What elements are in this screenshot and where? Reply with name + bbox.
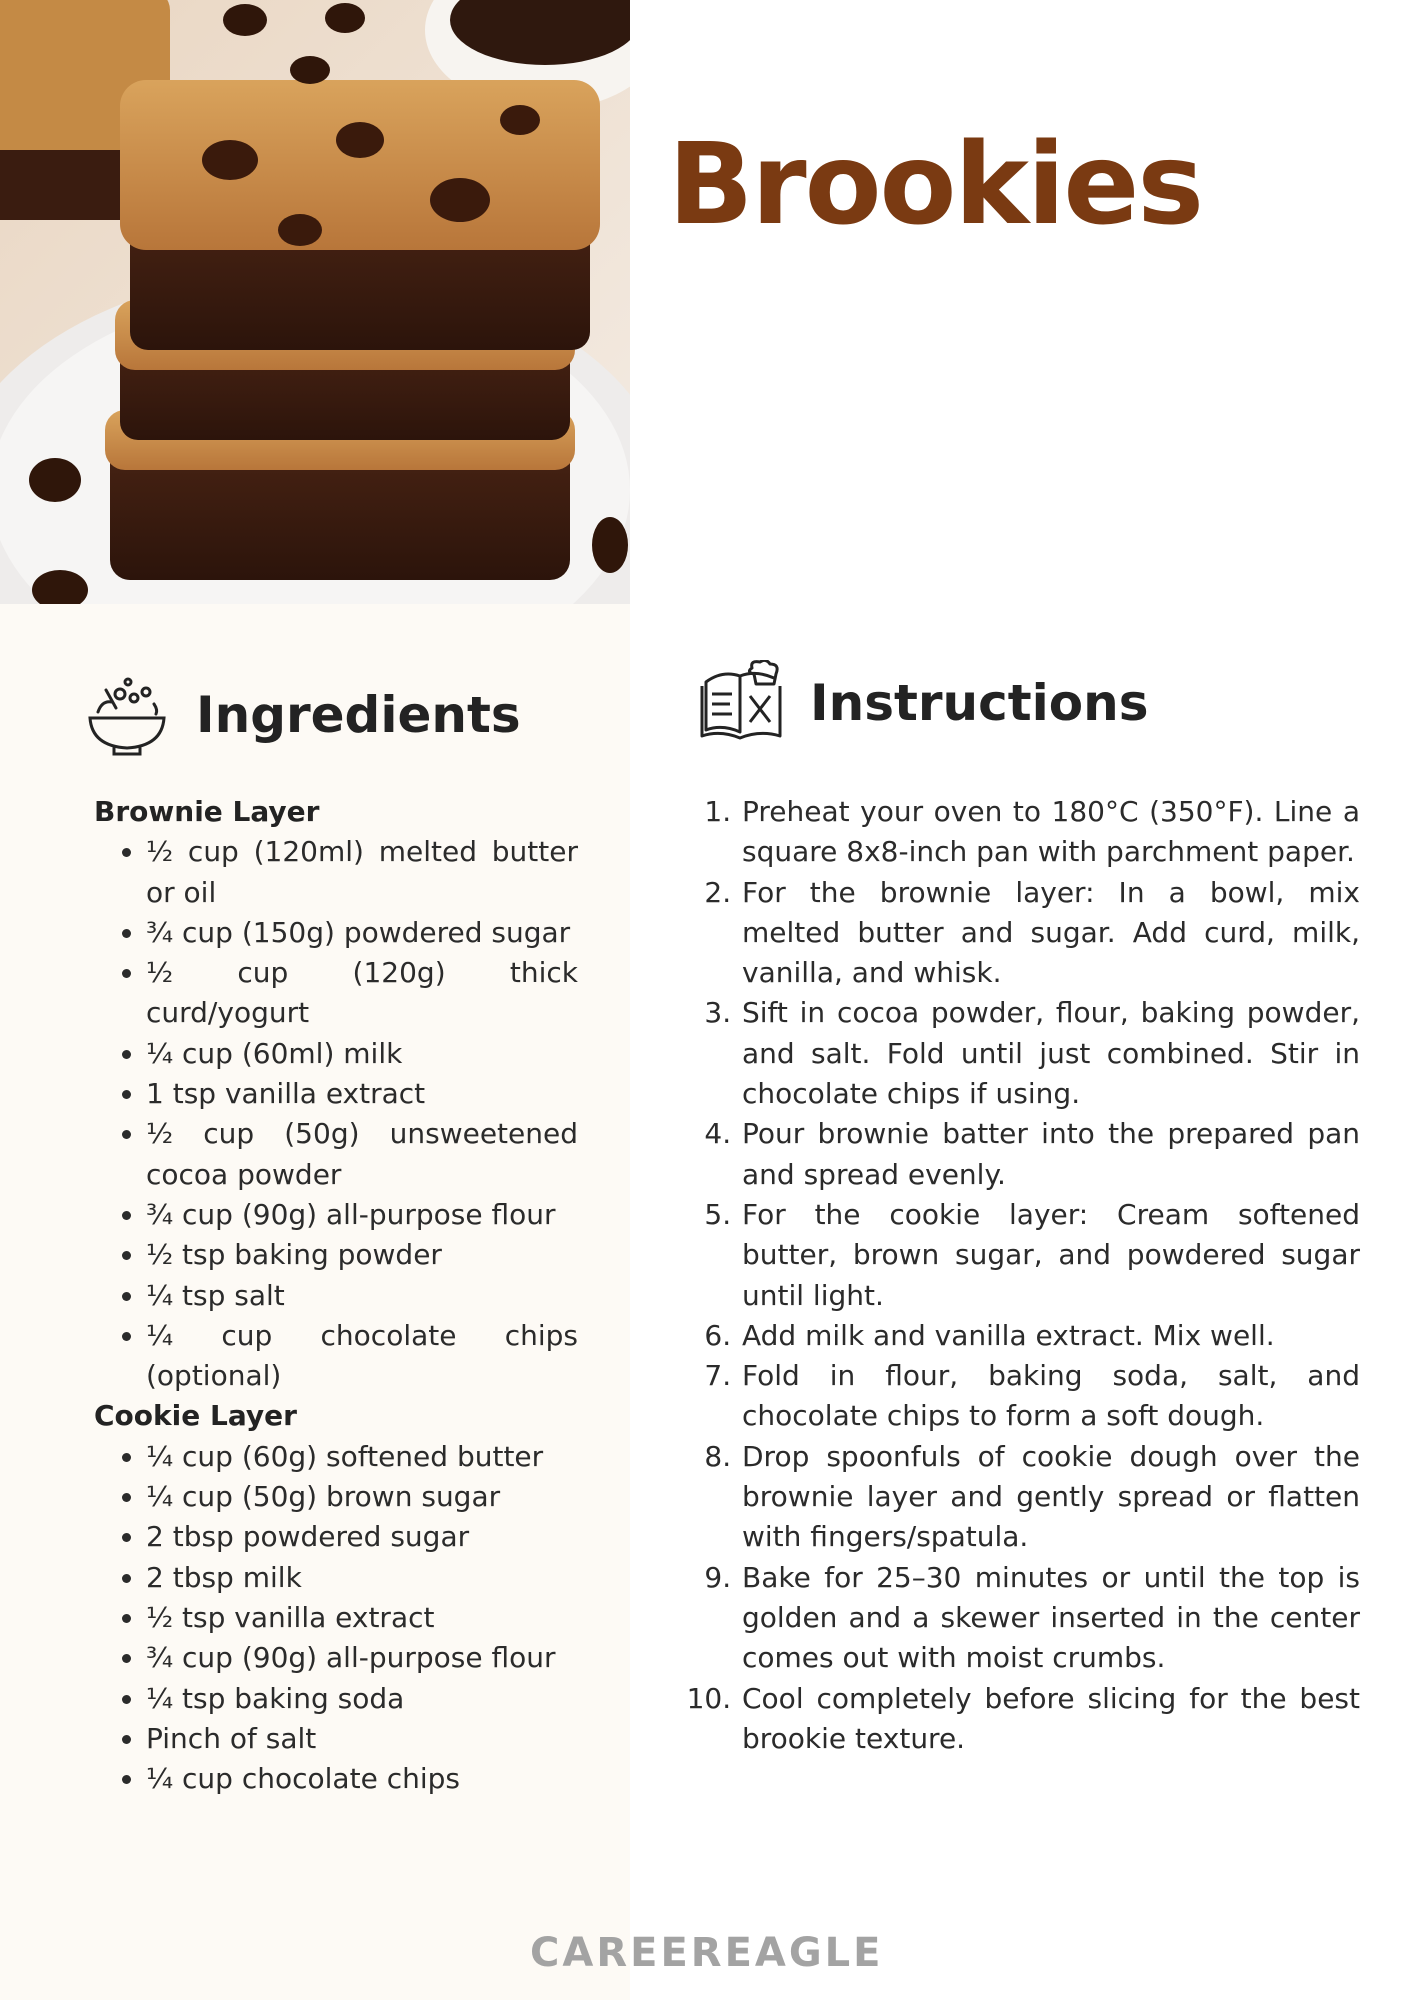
- list-item: • Pinch of salt: [146, 1719, 578, 1759]
- list-item: • ¼ tsp salt: [146, 1276, 578, 1316]
- instructions-heading: [698, 660, 1149, 746]
- list-item: • 1 tsp vanilla extract: [146, 1074, 578, 1114]
- list-item: • ¼ cup chocolate chips (optional): [146, 1316, 578, 1397]
- instruction-step: 8. Drop spoonfuls of cookie dough over the brownie layer and gently spread or flatten with fingers/spatula.: [740, 1437, 1360, 1558]
- instructions-list: [700, 792, 1360, 1759]
- instruction-step: 7. Fold in flour, baking soda, salt, and chocolate chips to form a soft dough.: [740, 1356, 1360, 1437]
- list-item: • ½ tsp baking powder: [146, 1235, 578, 1275]
- list-item: • 2 tbsp powdered sugar: [146, 1517, 578, 1557]
- list-item: • ¼ tsp baking soda: [146, 1679, 578, 1719]
- ingredients-heading: [84, 672, 521, 758]
- cookie-layer-subheading: Cookie Layer: [94, 1399, 297, 1433]
- ingredients-list: [94, 792, 578, 1799]
- list-item: • 2 tbsp milk: [146, 1558, 578, 1598]
- list-item: • ½ cup (120g) thick curd/yogurt: [146, 953, 578, 1034]
- list-item: • ¼ cup (60ml) milk: [146, 1034, 578, 1074]
- instruction-step: 6. Add milk and vanilla extract. Mix well.: [740, 1316, 1360, 1356]
- brand-logo-text: CAREEREAGLE: [530, 1930, 884, 1976]
- list-item: • ¼ cup chocolate chips: [146, 1759, 578, 1799]
- list-item: • ½ cup (50g) unsweetened cocoa powder: [146, 1114, 578, 1195]
- ingredients-heading-text: Ingredients: [196, 686, 521, 744]
- list-item: • ¼ cup (60g) softened butter: [146, 1437, 578, 1477]
- list-item: • ¾ cup (90g) all-purpose flour: [146, 1195, 578, 1235]
- instruction-step: 5. For the cookie layer: Cream softened butter, brown sugar, and powdered sugar until light.: [740, 1195, 1360, 1316]
- instruction-step: 10. Cool completely before slicing for the best brookie texture.: [740, 1679, 1360, 1760]
- cookie-ingredients: [94, 1437, 578, 1800]
- brownie-ingredients: [94, 832, 578, 1396]
- recipe-title: Brookies: [668, 120, 1202, 250]
- instruction-step: 1. Preheat your oven to 180°C (350°F). Line a square 8x8-inch pan with parchment paper.: [740, 792, 1360, 873]
- instruction-step: 2. For the brownie layer: In a bowl, mix melted butter and sugar. Add curd, milk, vanilla, and whisk.: [740, 873, 1360, 994]
- instructions-heading-text: Instructions: [810, 674, 1149, 732]
- instruction-steps: [700, 792, 1360, 1759]
- list-item: • ½ cup (120ml) melted butter or oil: [146, 832, 578, 913]
- mixing-bowl-icon: [84, 672, 170, 758]
- instruction-step: 3. Sift in cocoa powder, flour, baking powder, and salt. Fold until just combined. Stir in chocolate chips if using.: [740, 993, 1360, 1114]
- list-item: • ¼ cup (50g) brown sugar: [146, 1477, 578, 1517]
- brownie-layer-subheading: Brownie Layer: [94, 795, 320, 828]
- instruction-step: 9. Bake for 25–30 minutes or until the top is golden and a skewer inserted in the center comes out with moist crumbs.: [740, 1558, 1360, 1679]
- list-item: • ½ tsp vanilla extract: [146, 1598, 578, 1638]
- list-item: • ¾ cup (150g) powdered sugar: [146, 913, 578, 953]
- list-item: • ¾ cup (90g) all-purpose flour: [146, 1638, 578, 1678]
- recipe-book-chef-icon: [698, 660, 784, 746]
- instruction-step: 4. Pour brownie batter into the prepared pan and spread evenly.: [740, 1114, 1360, 1195]
- brookies-photo: [0, 0, 630, 604]
